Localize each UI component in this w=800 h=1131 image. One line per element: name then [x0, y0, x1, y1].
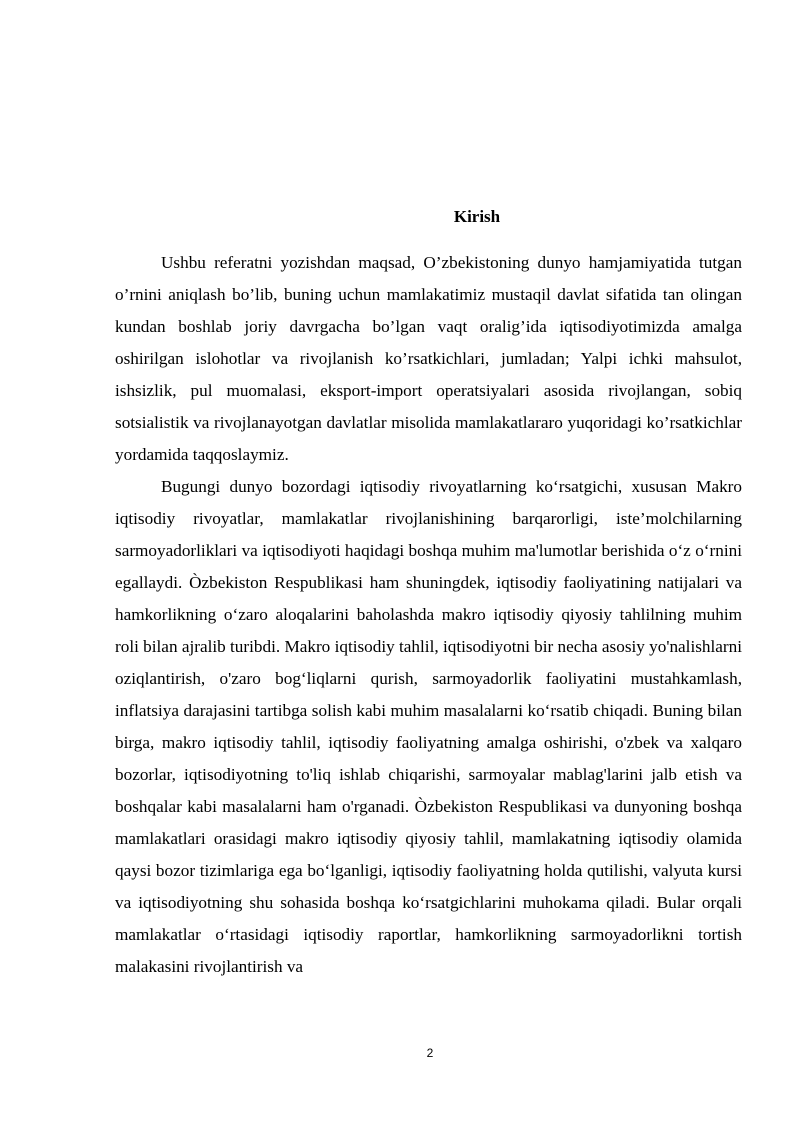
body-text	[115, 247, 742, 983]
page-number: 2	[426, 1046, 434, 1060]
paragraph-macro-analysis: Bugungi dunyo bozordagi iqtisodiy rivoyatlarning ko‘rsatgichi, xususan Makro iqtisodiy rivoyatlar, mamlakatlar rivojlanishining barqarorligi, iste’molchilarning sarmoyadorliklari va iqtisodiyoti haqidagi boshqa muhim ma'lumotlar berishida o‘z o‘rnini egallaydi. Òzbekiston Respublikasi ham shuningdek, iqtisodiy faoliyatining natijalari va hamkorlikning o‘zaro aloqalarini baholashda makro iqtisodiy qiyosiy tahlilning muhim roli bilan ajralib turibdi. Makro iqtisodiy tahlil, iqtisodiyotni bir necha asosiy yo'nalishlarni oziqlantirish, o'zaro bog‘liqlarni qurish, sarmoyadorlik faoliyatini mustahkamlash, inflatsiya darajasini tartibga solish kabi muhim masalalarni ko‘rsatib chiqadi. Buning bilan birga, makro iqtisodiy tahlil, iqtisodiy faoliyatning amalga oshirishi, o'zbek va xalqaro bozorlar, iqtisodiyotning to'liq ishlab chiqarishi, sarmoyalar mablag'larini jalb etish va boshqalar kabi masalalarni ham o'rganadi. Òzbekiston Respublikasi va dunyoning boshqa mamlakatlari orasidagi makro iqtisodiy qiyosiy tahlil, mamlakatning iqtisodiy olamida qaysi bozor tizimlariga ega bo‘lganligi, iqtisodiy faoliyatning holda qutilishi, valyuta kursi va iqtisodiyotning shu sohasida boshqa ko‘rsatgichlarini muhokama qiladi. Bular orqali mamlakatlar o‘rtasidagi iqtisodiy raportlar, hamkorlikning sarmoyadorlikni tortish malakasini rivojlantirish va	[115, 477, 743, 976]
section-heading: Kirish	[453, 207, 501, 226]
paragraph-intro-purpose: Ushbu referatni yozishdan maqsad, O’zbekistoning dunyo hamjamiyatida tutgan o’rnini aniqlash bo’lib, buning uchun mamlakatimiz mustaqil davlat sifatida tan olingan kundan boshlab joriy davrgacha bo’lgan vaqt oralig’ida iqtisodiyotimizda amalga oshirilgan islohotlar va rivojlanish ko’rsatkichlari, jumladan; Yalpi ichki mahsulot, ishsizlik, pul muomalasi, eksport-import operatsiyalari asosida rivojlangan, sobiq sotsialistik va rivojlanayotgan davlatlar misolida mamlakatlararo yuqoridagi ko’rsatkichlar yordamida taqqoslaymiz.	[115, 253, 742, 464]
